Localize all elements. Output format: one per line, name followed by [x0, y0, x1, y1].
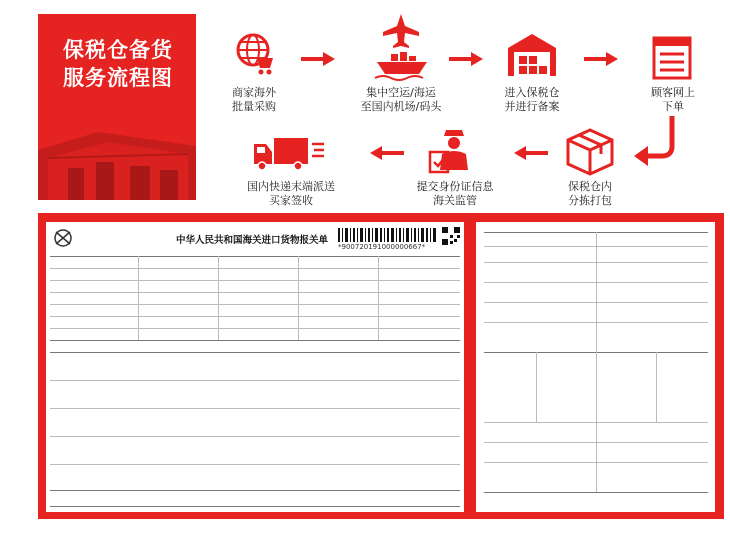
warehouse-illustration — [38, 110, 196, 200]
step-5-label: 保税仓内 分拣打包 — [568, 180, 612, 207]
step-2-label: 集中空运/海运 至国内机场/码头 — [360, 86, 442, 113]
delivery-truck-icon — [250, 136, 326, 172]
arrow-left-icon — [514, 146, 548, 160]
title-block — [38, 14, 196, 200]
customs-emblem-icon — [52, 228, 74, 248]
title-line-2: 服务流程图 — [63, 66, 173, 90]
step-1-label: 商家海外 批量采购 — [232, 86, 276, 113]
step-6-label: 提交身份证信息 海关监管 — [416, 180, 494, 207]
step-4-label: 顾客网上 下单 — [651, 86, 695, 113]
qr-code-icon — [442, 227, 460, 245]
globe-cart-icon — [229, 28, 279, 78]
step-7-label: 国内快递末端派送 买家签收 — [247, 180, 335, 207]
arrow-right-icon — [449, 52, 483, 66]
arrow-right-icon — [301, 52, 335, 66]
customs-officer-icon — [428, 126, 478, 176]
barcode-number: *900720191000000667* — [338, 243, 426, 251]
barcode-icon — [338, 228, 438, 242]
invoice-document — [476, 222, 715, 512]
title-line-1: 保税仓备货 — [63, 38, 173, 62]
package-icon — [566, 128, 614, 176]
warehouse-icon — [506, 32, 558, 78]
plane-ship-icon — [371, 12, 431, 84]
arrow-left-icon — [370, 146, 404, 160]
arrow-right-icon — [584, 52, 618, 66]
document-title: 中华人民共和国海关进口货物报关单 — [176, 235, 329, 246]
customs-declaration-form — [46, 222, 464, 512]
curved-arrow-icon — [634, 116, 680, 170]
web-order-icon — [652, 36, 692, 80]
step-3-label: 进入保税仓 并进行备案 — [504, 86, 560, 113]
